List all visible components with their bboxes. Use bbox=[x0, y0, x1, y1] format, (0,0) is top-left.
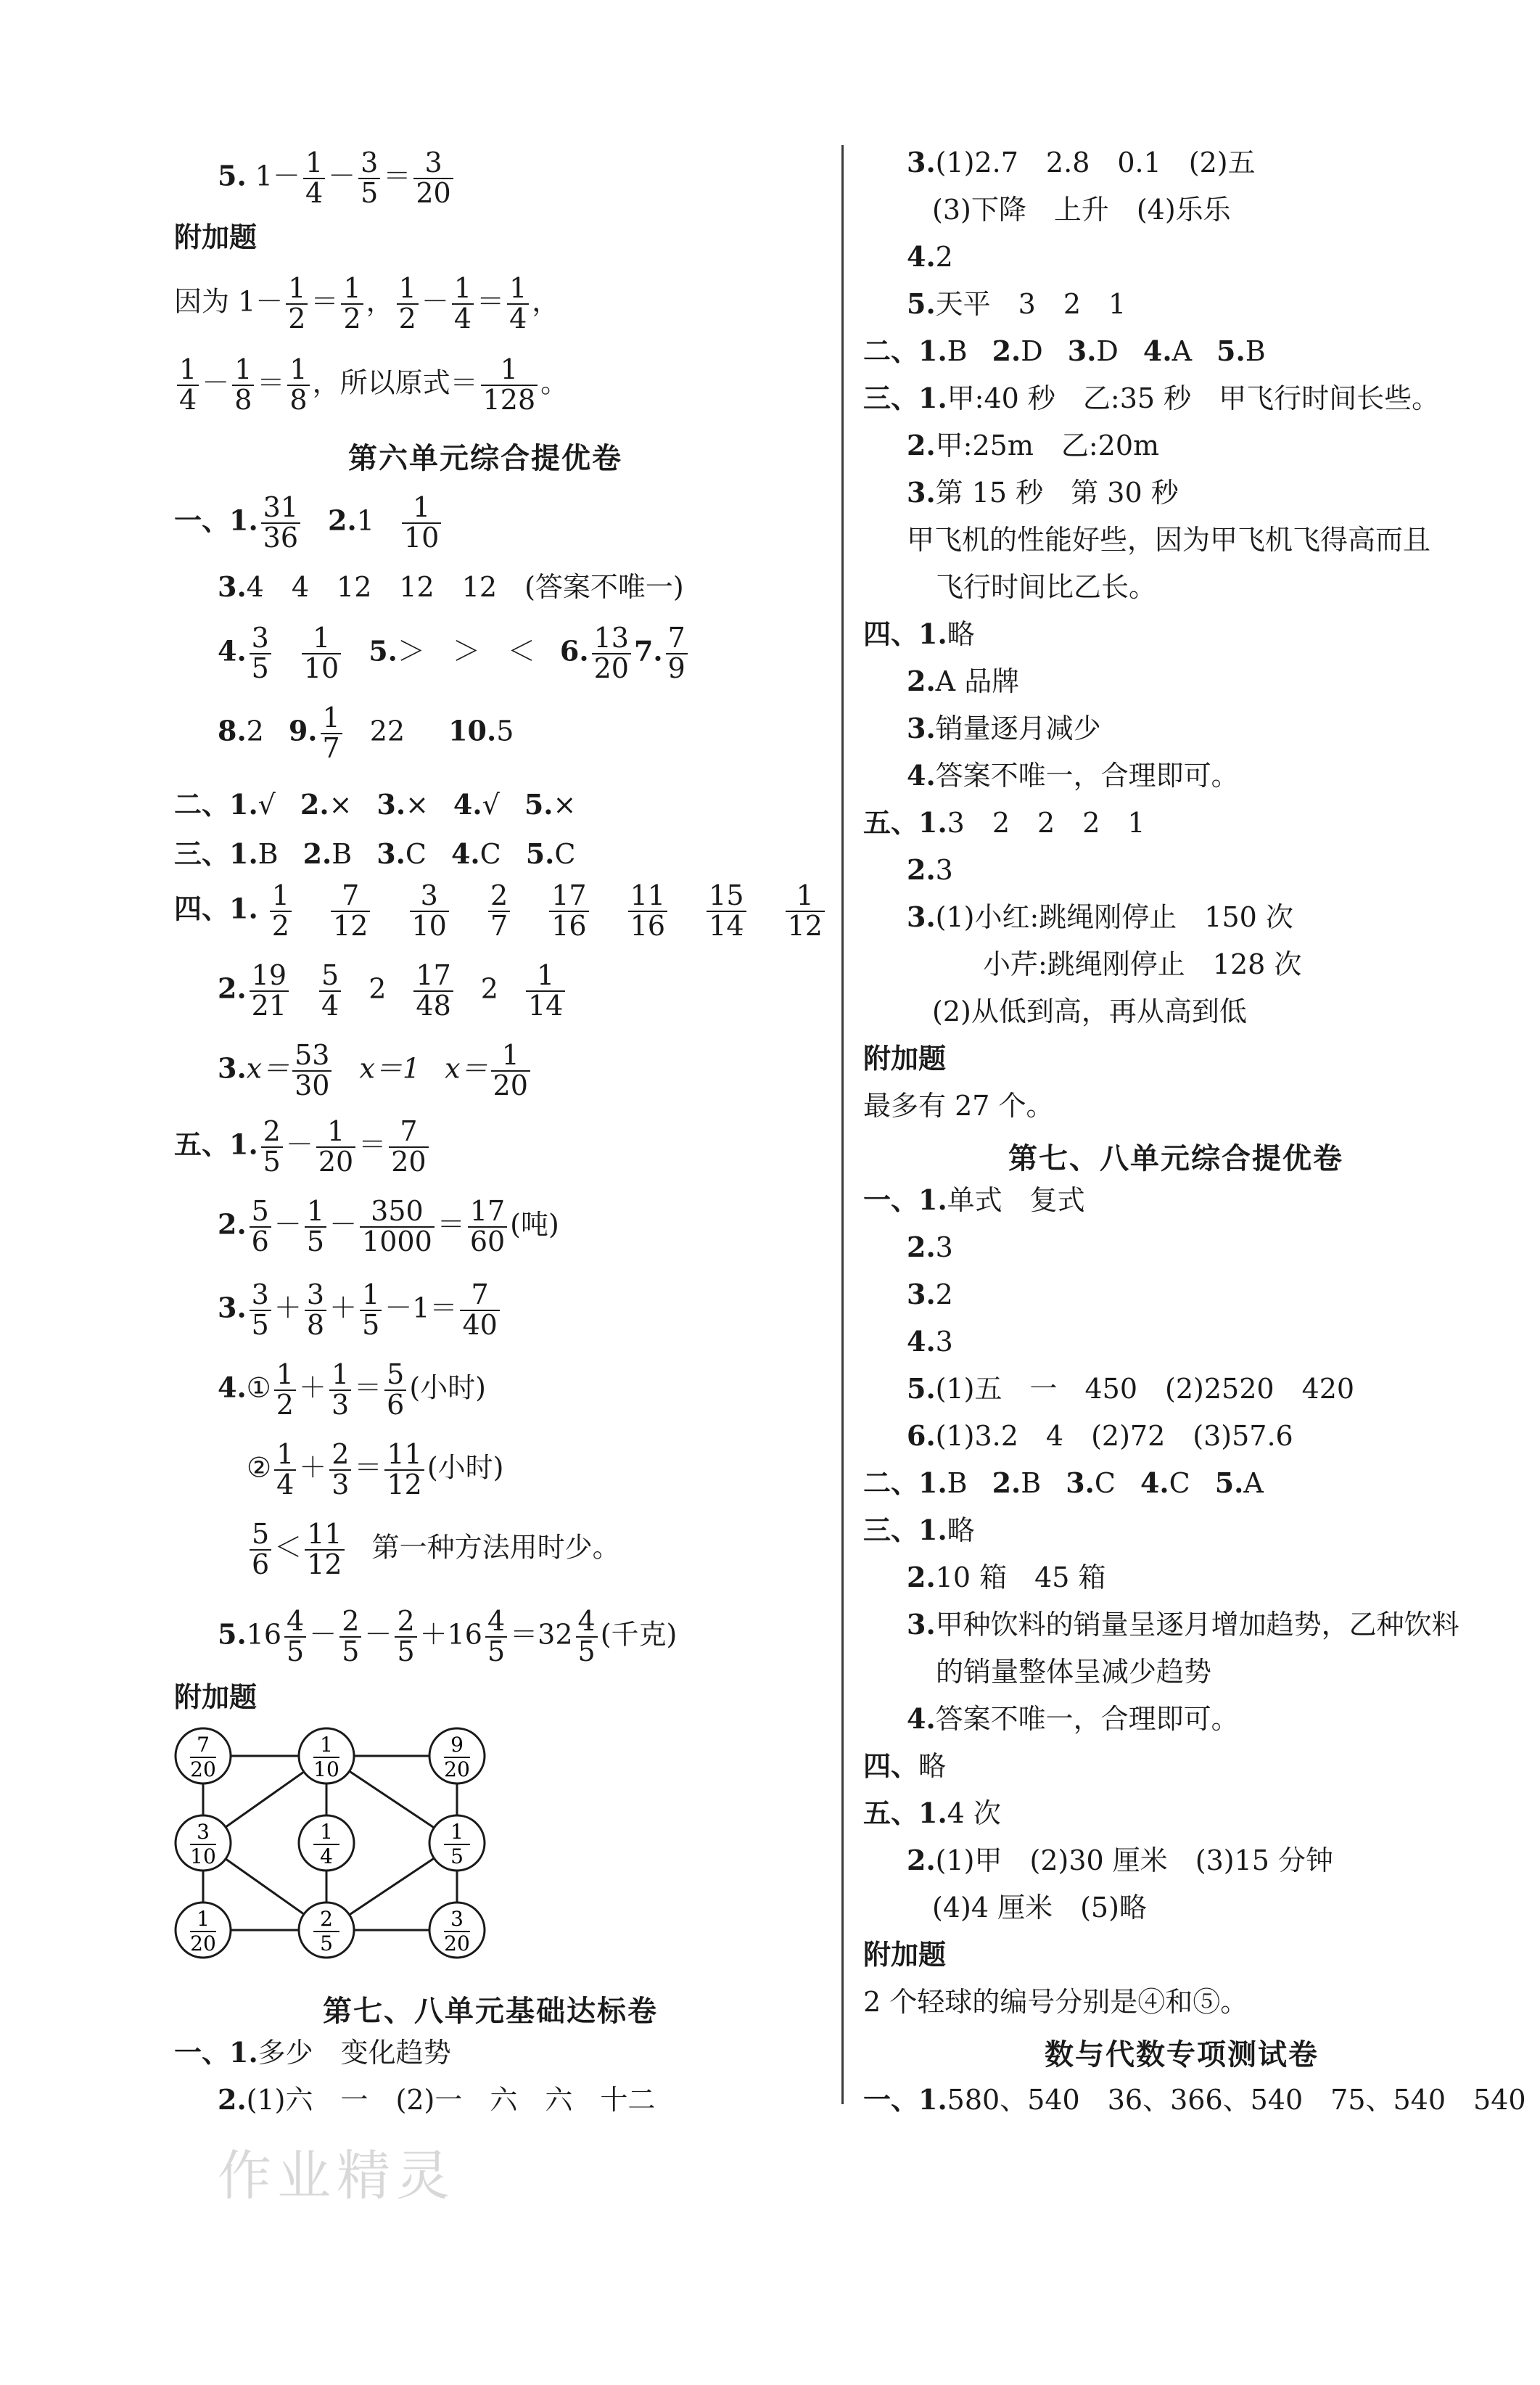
b-fujia-label: 附加题 bbox=[863, 1938, 947, 1971]
section-title-unit78-basic: 第七、八单元基础达标卷 bbox=[323, 1995, 658, 2028]
circle-numerator: 1 bbox=[450, 1820, 464, 1844]
fraction-circle-node bbox=[176, 1902, 231, 1958]
circle-numerator: 1 bbox=[320, 1733, 333, 1757]
s6-item-1-3: 3.4 4 12 12 12 (答案不唯一) bbox=[218, 570, 684, 603]
fraction-circle-diagram bbox=[167, 1720, 515, 1966]
fraction-circle-node bbox=[299, 1902, 354, 1958]
r-part-4-1: 四、1.略 bbox=[863, 617, 975, 650]
r-part-4-4: 4.答案不唯一，合理即可。 bbox=[907, 759, 1239, 792]
b-item-1-1: 一、1.单式 复式 bbox=[863, 1183, 1085, 1216]
b-item-1-2: 2.3 bbox=[907, 1231, 953, 1263]
b-item-1-3: 3.2 bbox=[907, 1278, 953, 1310]
fraction-circle-node bbox=[299, 1815, 354, 1871]
watermark: 作业精灵 bbox=[218, 2145, 456, 2207]
fraction-circle-node bbox=[429, 1815, 485, 1871]
circle-denominator: 10 bbox=[190, 1844, 216, 1868]
b-part-4: 四、略 bbox=[863, 1749, 947, 1782]
b-item-1-6: 6.(1)3.2 4 (2)72 (3)57.6 bbox=[907, 1419, 1293, 1452]
r-part-5-2: 2.3 bbox=[907, 853, 953, 886]
circle-numerator: 3 bbox=[450, 1907, 464, 1931]
fujia-label: 附加题 bbox=[174, 221, 258, 253]
s6-item-4-2: 2. $\frac{19}{21}$ $\frac{5}{4}$ 2 $\frac{17}{48}$ 2 $\frac{1}{14}$ bbox=[218, 961, 568, 1021]
r-part-3-4a: 甲飞机的性能好些，因为甲飞机飞得高而且 bbox=[907, 524, 1431, 556]
r-part-3-1: 三、1.甲:40 秒 乙:35 秒 甲飞行时间长些。 bbox=[863, 382, 1440, 414]
circle-denominator: 4 bbox=[320, 1844, 333, 1868]
s6-part-2: 二、1.√ 2.× 3.× 4.√ 5.× bbox=[174, 788, 577, 821]
item-5-top: 5. 1－ $\frac{1}{4}$ － $\frac{3}{5}$ ＝ $\frac{3}{20}$ bbox=[218, 149, 456, 208]
s6-item-5-4a: 4.① $\frac{1}{2}$ ＋ $\frac{1}{3}$ ＝ $\frac{5}{6}$ (小时) bbox=[218, 1358, 486, 1421]
b-part-3-2: 2.10 箱 45 箱 bbox=[907, 1561, 1106, 1593]
circle-denominator: 20 bbox=[190, 1757, 216, 1781]
b-part-3-1: 三、1.略 bbox=[863, 1514, 975, 1546]
circle-denominator: 20 bbox=[444, 1757, 470, 1781]
fraction-circle-node bbox=[176, 1815, 231, 1871]
r-part-2: 二、1.B 2.D 3.D 4.A 5.B bbox=[863, 334, 1266, 367]
r-part-3-4b: 飞行时间比乙长。 bbox=[936, 571, 1157, 603]
b-part-5-2a: 2.(1)甲 (2)30 厘米 (3)15 分钟 bbox=[907, 1844, 1334, 1876]
r-part-4-3: 3.销量逐月减少 bbox=[907, 712, 1101, 744]
fujia-line-1: 因为 1－ $\frac{1}{2}$ ＝ $\frac{1}{2}$ ， $\frac{1}{2}$ － $\frac{1}{4}$ ＝ $\frac{1}{4}$ ， bbox=[174, 272, 560, 334]
s6-item-5-2: 2. $\frac{5}{6}$ － $\frac{1}{5}$ － $\frac{350}{1000}$ ＝ $\frac{17}{60}$ (吨) bbox=[218, 1195, 559, 1257]
circle-denominator: 20 bbox=[444, 1932, 470, 1955]
r-item-4: 4.2 bbox=[907, 240, 953, 273]
b-fujia-answer: 2 个轻球的编号分别是④和⑤。 bbox=[863, 1986, 1248, 2018]
circle-denominator: 5 bbox=[320, 1932, 333, 1955]
s6-item-1-1: 一、1. $\frac{31}{36}$ 2.1 $\frac{1}{10}$ bbox=[174, 493, 444, 553]
fraction-circle-node bbox=[176, 1728, 231, 1783]
r-fujia-answer: 最多有 27 个。 bbox=[863, 1090, 1054, 1122]
r-part-4-2: 2.A 品牌 bbox=[907, 665, 1020, 697]
fraction-circle-node bbox=[299, 1728, 354, 1783]
fujia-label-2: 附加题 bbox=[174, 1680, 258, 1713]
b-part-5-2b: (4)4 厘米 (5)略 bbox=[932, 1892, 1147, 1924]
circle-numerator: 7 bbox=[197, 1733, 210, 1757]
r-part-5-3a: 3.(1)小红:跳绳刚停止 150 次 bbox=[907, 900, 1293, 933]
b-item-1-4: 4.3 bbox=[907, 1325, 953, 1358]
b-part-3-3a: 3.甲种饮料的销量呈逐月增加趋势，乙种饮料 bbox=[907, 1608, 1459, 1641]
b-item-1-5: 5.(1)五 一 450 (2)2520 420 bbox=[907, 1372, 1355, 1405]
circle-numerator: 3 bbox=[197, 1820, 210, 1844]
s6-item-5-4c: $\frac{5}{6}$ ＜ $\frac{11}{12}$ 第一种方法用时少。 bbox=[247, 1520, 620, 1580]
s6-part-3: 三、1.B 2.B 3.C 4.C 5.C bbox=[174, 837, 576, 870]
circle-denominator: 5 bbox=[450, 1844, 464, 1868]
section-title-unit6: 第六单元综合提优卷 bbox=[348, 442, 622, 475]
circle-denominator: 20 bbox=[190, 1932, 216, 1955]
r-part-5-3b: 小芹:跳绳刚停止 128 次 bbox=[983, 948, 1302, 980]
circle-numerator: 2 bbox=[320, 1907, 333, 1931]
circle-numerator: 1 bbox=[320, 1820, 333, 1844]
b-part-3-3b: 的销量整体呈减少趋势 bbox=[936, 1656, 1212, 1688]
r-part-5-1: 五、1.3 2 2 2 1 bbox=[863, 806, 1145, 839]
r-part-5-3c: (2)从低到高，再从高到低 bbox=[932, 996, 1247, 1027]
r-item-3b: (3)下降 上升 (4)乐乐 bbox=[932, 194, 1231, 226]
s78a-item-1: 一、1.多少 变化趋势 bbox=[174, 2036, 451, 2069]
r-part-3-3: 3.第 15 秒 第 30 秒 bbox=[907, 476, 1179, 509]
r-part-3-2: 2.甲:25m 乙:20m bbox=[907, 429, 1160, 461]
b-part-3-4: 4.答案不唯一，合理即可。 bbox=[907, 1702, 1239, 1735]
circle-denominator: 10 bbox=[313, 1757, 339, 1781]
r-item-5: 5.天平 3 2 1 bbox=[907, 287, 1127, 320]
s6-item-5-1: 五、1. $\frac{2}{5}$ － $\frac{1}{20}$ ＝ $\frac{7}{20}$ bbox=[174, 1117, 432, 1177]
s6-item-5-3: 3. $\frac{3}{5}$ ＋ $\frac{3}{8}$ ＋ $\frac{1}{5}$ －1＝ $\frac{7}{40}$ bbox=[218, 1281, 503, 1340]
r-item-3a: 3.(1)2.7 2.8 0.1 (2)五 bbox=[907, 146, 1256, 178]
b-part-5-1: 五、1.4 次 bbox=[863, 1797, 1001, 1829]
s78a-item-2: 2.(1)六 一 (2)一 六 六 十二 bbox=[218, 2083, 656, 2116]
circle-numerator: 9 bbox=[450, 1733, 464, 1757]
column-divider bbox=[841, 145, 844, 2104]
s6-item-5-4b: ② $\frac{1}{4}$ ＋ $\frac{2}{3}$ ＝ $\frac{11}{12}$ (小时) bbox=[247, 1438, 504, 1501]
s6-item-5-5: 5.16 $\frac{4}{5}$ － $\frac{2}{5}$ － $\frac{2}{5}$ ＋16 $\frac{4}{5}$ ＝32 $\frac{4}{5}$ (千克) bbox=[218, 1605, 678, 1667]
fujia-line-2: $\frac{1}{4}$ － $\frac{1}{8}$ ＝ $\frac{1}{8}$ ，所以原式＝ $\frac{1}{128}$ 。 bbox=[174, 356, 568, 415]
s6-item-4-3: 3.x＝ $\frac{53}{30}$ x＝1 x＝ $\frac{1}{20}$ bbox=[218, 1041, 533, 1101]
b-part-2: 二、1.B 2.B 3.C 4.C 5.A bbox=[863, 1466, 1264, 1499]
sd-item-1-1: 一、1.580、540 36、366、540 75、540 540 bbox=[863, 2083, 1526, 2116]
s6-item-1-8: 8.2 9. $\frac{1}{7}$ 22 10.5 bbox=[218, 702, 514, 764]
s6-item-1-4: 4. $\frac{3}{5}$ $\frac{1}{10}$ 5.＞ ＞ ＜ 6. $\frac{13}{20}$ 7. $\frac{7}{9}$ bbox=[218, 624, 691, 684]
r-fujia-label: 附加题 bbox=[863, 1042, 947, 1075]
fraction-circle-node bbox=[429, 1728, 485, 1783]
section-title-unit78-advanced: 第七、八单元综合提优卷 bbox=[1008, 1142, 1343, 1175]
s6-item-4-1: 四、1. $\frac{1}{2}$ $\frac{7}{12}$ $\frac{3}{10}$ $\frac{2}{7}$ $\frac{17}{16}$ $\frac{11}{16}$ $\frac{15}{14}$ $\frac{1}{12}$ bbox=[174, 882, 828, 941]
section-title-number-algebra: 数与代数专项测试卷 bbox=[1045, 2038, 1319, 2072]
circle-numerator: 1 bbox=[197, 1907, 210, 1931]
fraction-circle-node bbox=[429, 1902, 485, 1958]
